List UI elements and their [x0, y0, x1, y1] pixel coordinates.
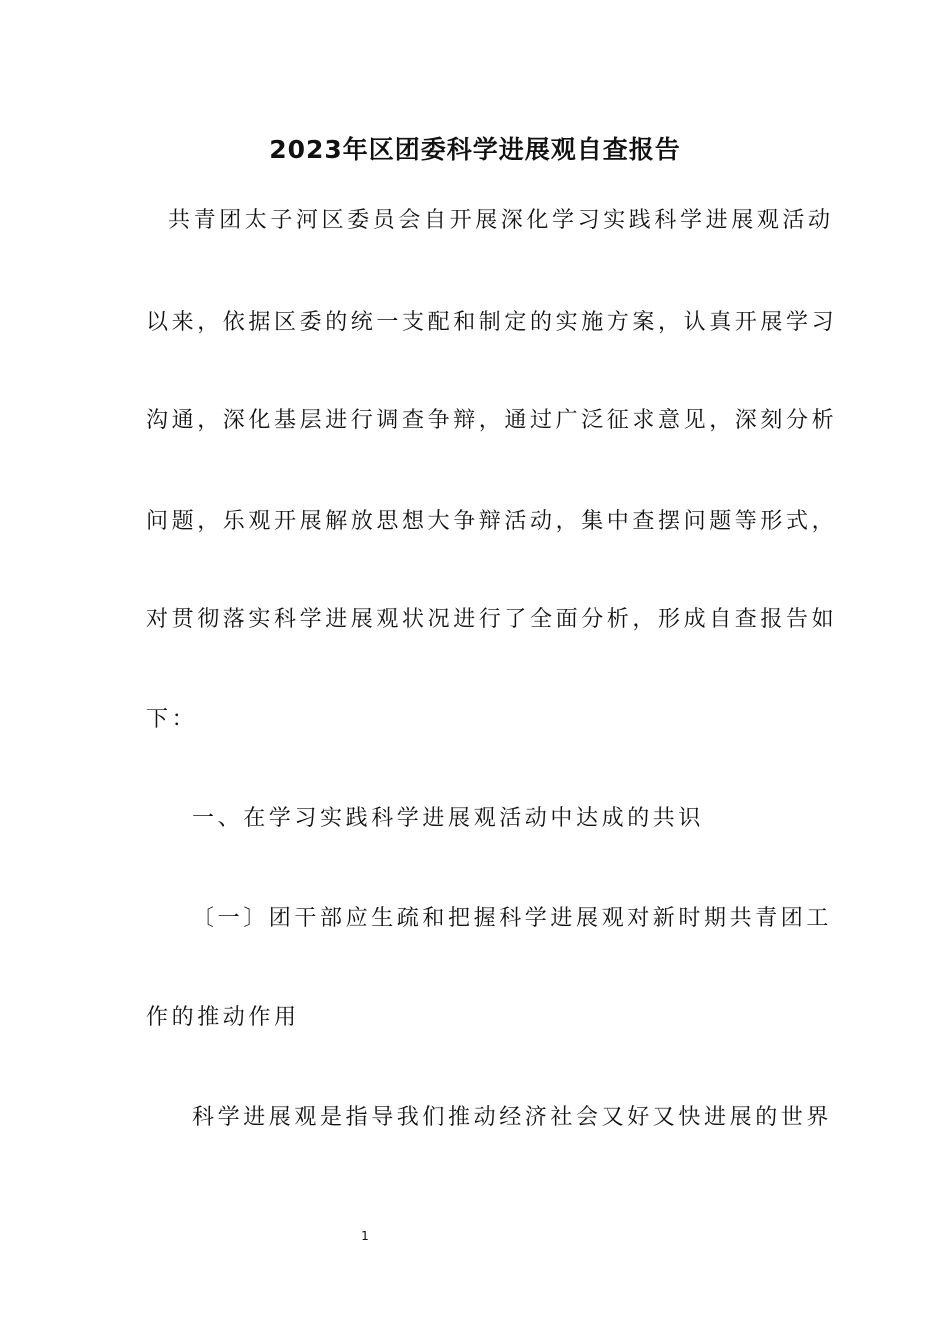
paragraph-line: 以来，依据区委的统一支配和制定的实施方案，认真开展学习	[146, 310, 838, 335]
paragraph-line: 共青团太子河区委员会自开展深化学习实践科学进展观活动	[168, 208, 834, 233]
subsection-heading-line: 〔一〕团干部应生疏和把握科学进展观对新时期共青团工	[192, 906, 833, 931]
paragraph-line: 科学进展观是指导我们推动经济社会又好又快进展的世界	[192, 1105, 833, 1130]
paragraph-line: 沟通，深化基层进行调查争辩，通过广泛征求意见，深刻分析	[146, 408, 838, 433]
page-number: 1	[361, 1229, 369, 1243]
paragraph-line: 下：	[146, 707, 198, 732]
section-heading: 一、在学习实践科学进展观活动中达成的共识	[192, 806, 705, 831]
paragraph-line: 问题，乐观开展解放思想大争辩活动，集中查摆问题等形式，	[146, 509, 838, 534]
document-title: 2023年区团委科学进展观自查报告	[269, 135, 681, 164]
subsection-heading-line: 作的推动作用	[146, 1005, 300, 1030]
paragraph-line: 对贯彻落实科学进展观状况进行了全面分析，形成自查报告如	[146, 607, 838, 632]
